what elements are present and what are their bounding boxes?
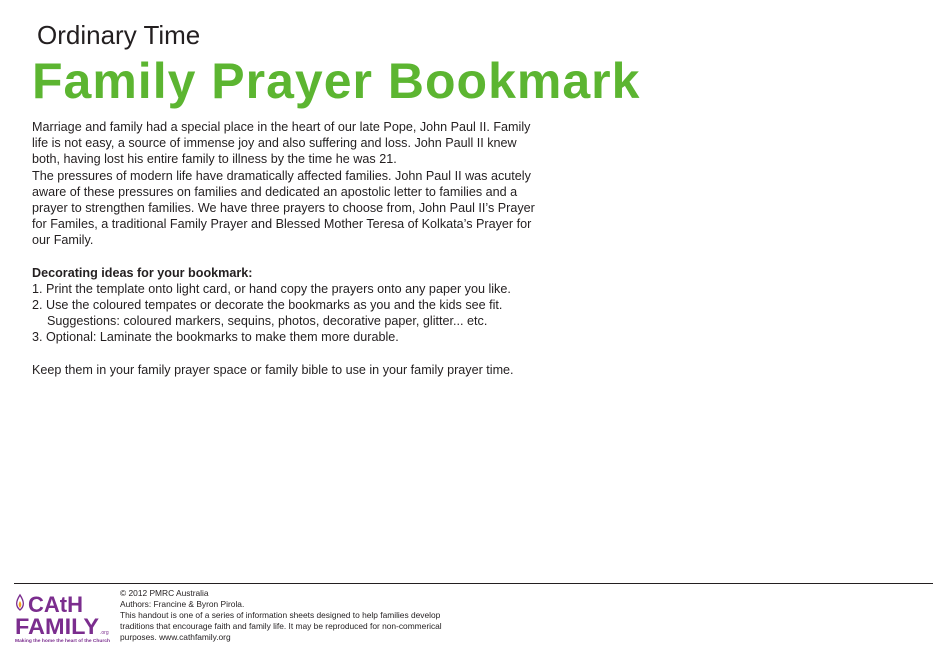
candle-flame-icon [17,595,24,610]
closing-text: Keep them in your family prayer space or family bible to use in your family prayer time. [32,362,514,377]
authors-text: Authors: Francine & Byron Pirola. [120,599,245,609]
intro-line: for Familes, a traditional Family Prayer and Blessed Mother Teresa of Kolkata’s Prayer for [32,217,532,232]
logo-suffix: .org [100,630,109,636]
page-title: Family Prayer Bookmark [32,53,641,109]
decorating-steps [32,281,592,346]
logo-tagline: Making the home the heart of the Church [15,638,111,643]
intro-line: both, having lost his entire family to illness by the time he was 21. [32,152,397,167]
intro-line: prayer to strengthen families. We have three prayers to choose from, John Paul II’s Prayer [32,201,535,216]
intro-line: life is not easy, a source of immense joy and also suffering and loss. John Paull II knew [32,136,517,151]
footer-note-line: traditions that encourage faith and family life. It may be reproduced for non-commerical [120,621,442,631]
intro-paragraph [32,119,592,249]
step-item: 2. Use the coloured tempates or decorate the bookmarks as you and the kids see fit. [32,298,503,313]
footer-note-line: purposes. www.cathfamily.org [120,632,231,642]
cathfamily-logo [14,589,114,645]
copyright-text: © 2012 PMRC Australia [120,588,209,598]
logo-line1: CAtH [28,592,83,617]
intro-line: our Family. [32,233,94,248]
season-label: Ordinary Time [37,20,201,50]
footer-divider [14,583,933,584]
footer-credits [120,588,442,643]
body-content [32,119,592,378]
step-item: 1. Print the template onto light card, or hand copy the prayers onto any paper you like. [32,281,511,296]
intro-line: aware of these pressures on families and dedicated an apostolic letter to families and a [32,184,518,199]
intro-line: Marriage and family had a special place in the heart of our late Pope, John Paul II. Family [32,120,531,134]
intro-line: The pressures of modern life have dramatically affected families. John Paul II was acutely [32,168,531,183]
footer-note-line: This handout is one of a series of information sheets designed to help families develop [120,610,441,620]
logo-line2: FAMILY [15,614,100,639]
step-item: 3. Optional: Laminate the bookmarks to make them more durable. [32,330,399,345]
step-item: Suggestions: coloured markers, sequins, photos, decorative paper, glitter... etc. [47,314,488,329]
decorating-heading: Decorating ideas for your bookmark: [32,265,253,280]
